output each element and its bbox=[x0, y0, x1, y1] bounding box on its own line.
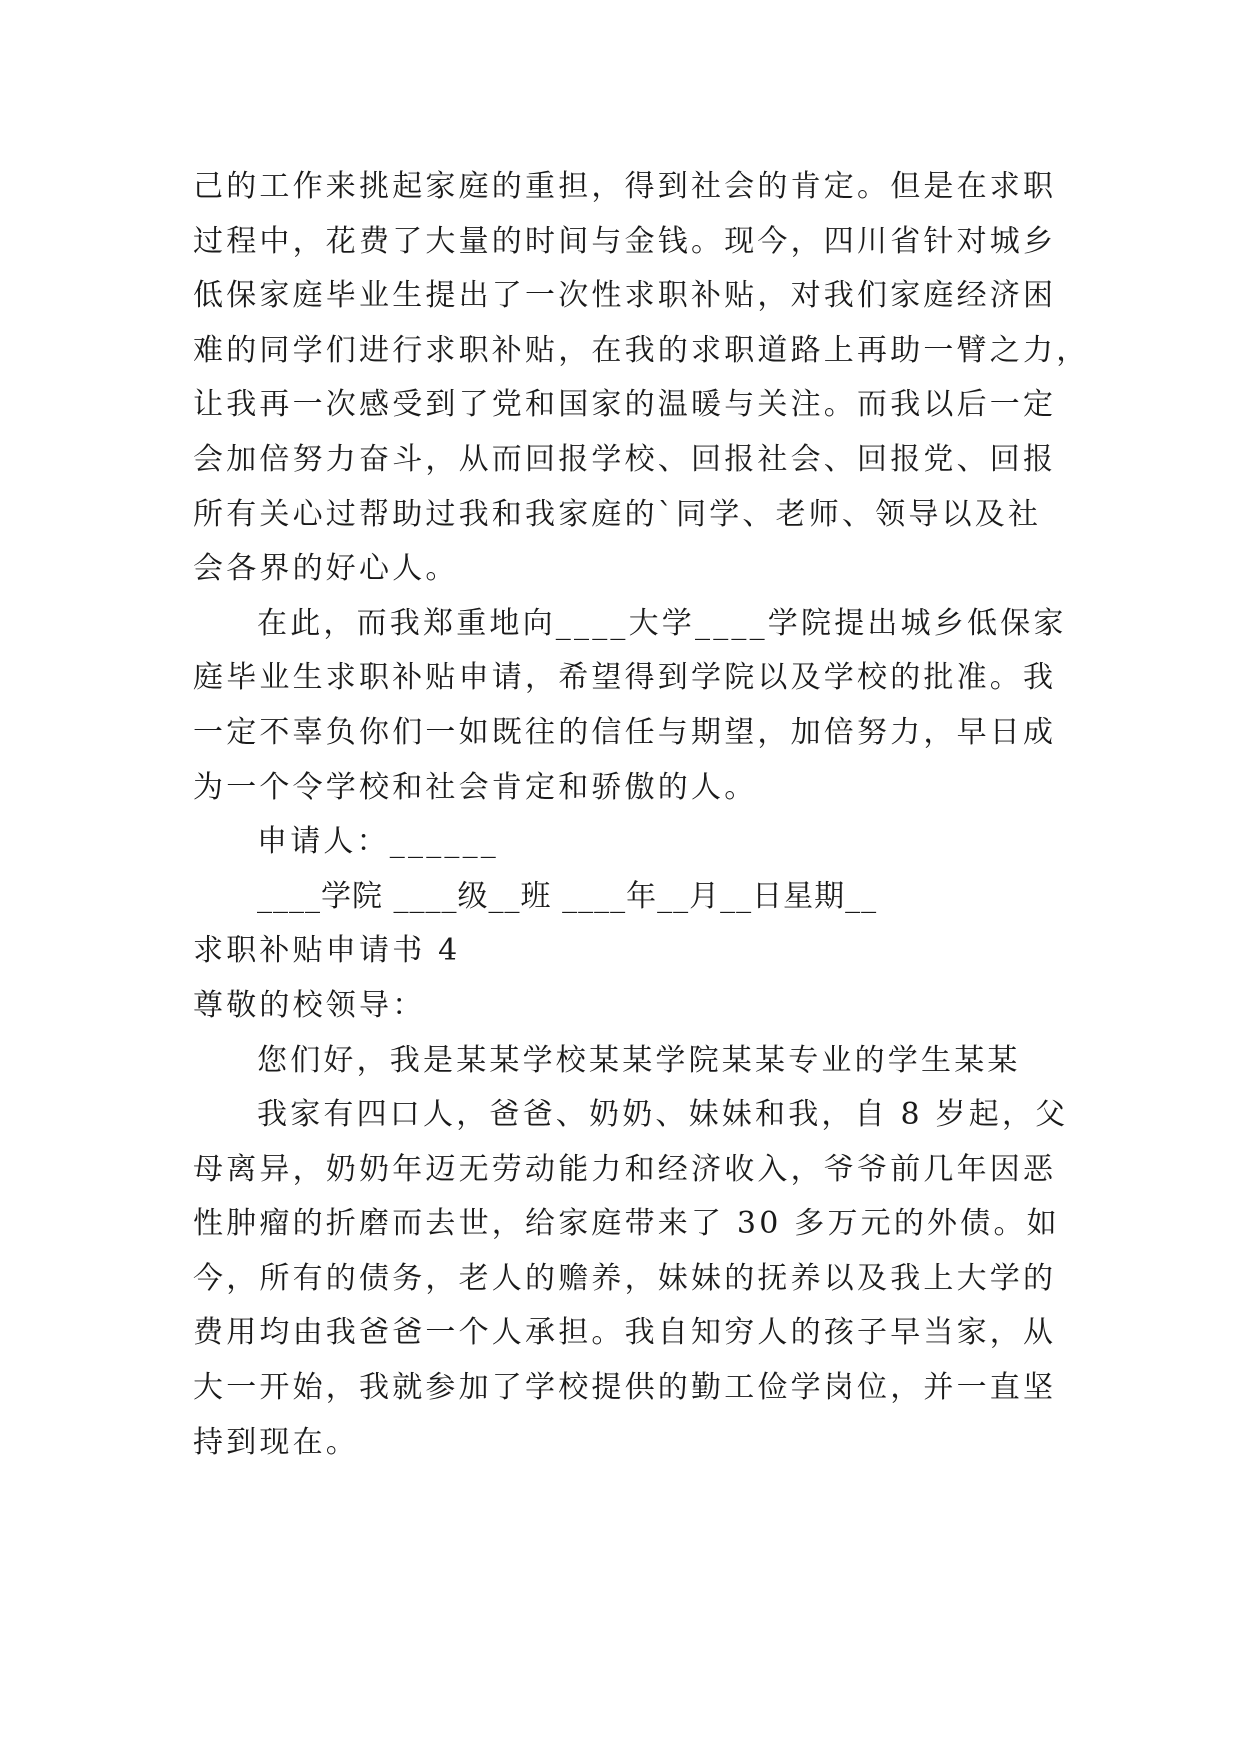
text-line: 庭毕业生求职补贴申请，希望得到学院以及学校的批准。我 bbox=[193, 660, 1057, 696]
text-line: 费用均由我爸爸一个人承担。我自知穷人的孩子早当家，从 bbox=[193, 1315, 1057, 1351]
section-heading: 求职补贴申请书 4 bbox=[193, 933, 461, 969]
college-date-line: ____学院 ____级__班 ____年__月__日星期__ bbox=[257, 878, 878, 914]
text-line: 所有关心过帮助过我和我家庭的`同学、老师、领导以及社 bbox=[193, 496, 1042, 532]
text-line: 过程中，花费了大量的时间与金钱。现今，四川省针对城乡 bbox=[193, 223, 1057, 259]
text-line: 己的工作来挑起家庭的重担，得到社会的肯定。但是在求职 bbox=[193, 169, 1057, 204]
text-line: 会各界的好心人。 bbox=[193, 551, 459, 587]
text-line: 今，所有的债务，老人的赡养，妹妹的抚养以及我上大学的 bbox=[193, 1260, 1057, 1296]
text-line: 母离异，奶奶年迈无劳动能力和经济收入，爷爷前几年因恶 bbox=[193, 1151, 1057, 1187]
text-line: 您们好，我是某某学校某某学院某某专业的学生某某 bbox=[257, 1042, 1021, 1078]
text-line: 在此，而我郑重地向____大学____学院提出城乡低保家 bbox=[257, 605, 1067, 641]
text-line: 低保家庭毕业生提出了一次性求职补贴，对我们家庭经济困 bbox=[193, 278, 1057, 314]
salutation: 尊敬的校领导： bbox=[193, 987, 426, 1023]
text-line: 让我再一次感受到了党和国家的温暖与关注。而我以后一定 bbox=[193, 387, 1057, 423]
text-line: 性肿瘤的折磨而去世，给家庭带来了 30 多万元的外债。如 bbox=[193, 1206, 1060, 1242]
text-line: 难的同学们进行求职补贴，在我的求职道路上再助一臂之力， bbox=[193, 332, 1090, 368]
text-line: 为一个令学校和社会肯定和骄傲的人。 bbox=[193, 769, 758, 805]
text-line: 大一开始，我就参加了学校提供的勤工俭学岗位，并一直坚 bbox=[193, 1370, 1057, 1406]
text-line: 持到现在。 bbox=[193, 1424, 359, 1460]
document-body bbox=[193, 160, 1090, 1470]
text-line: 会加倍努力奋斗，从而回报学校、回报社会、回报党、回报 bbox=[193, 441, 1057, 477]
applicant-line: 申请人：______ bbox=[257, 824, 499, 860]
text-line: 我家有四口人，爸爸、奶奶、妹妹和我，自 8 岁起，父 bbox=[257, 1097, 1069, 1133]
text-line: 一定不辜负你们一如既往的信任与期望，加倍努力，早日成 bbox=[193, 714, 1057, 750]
